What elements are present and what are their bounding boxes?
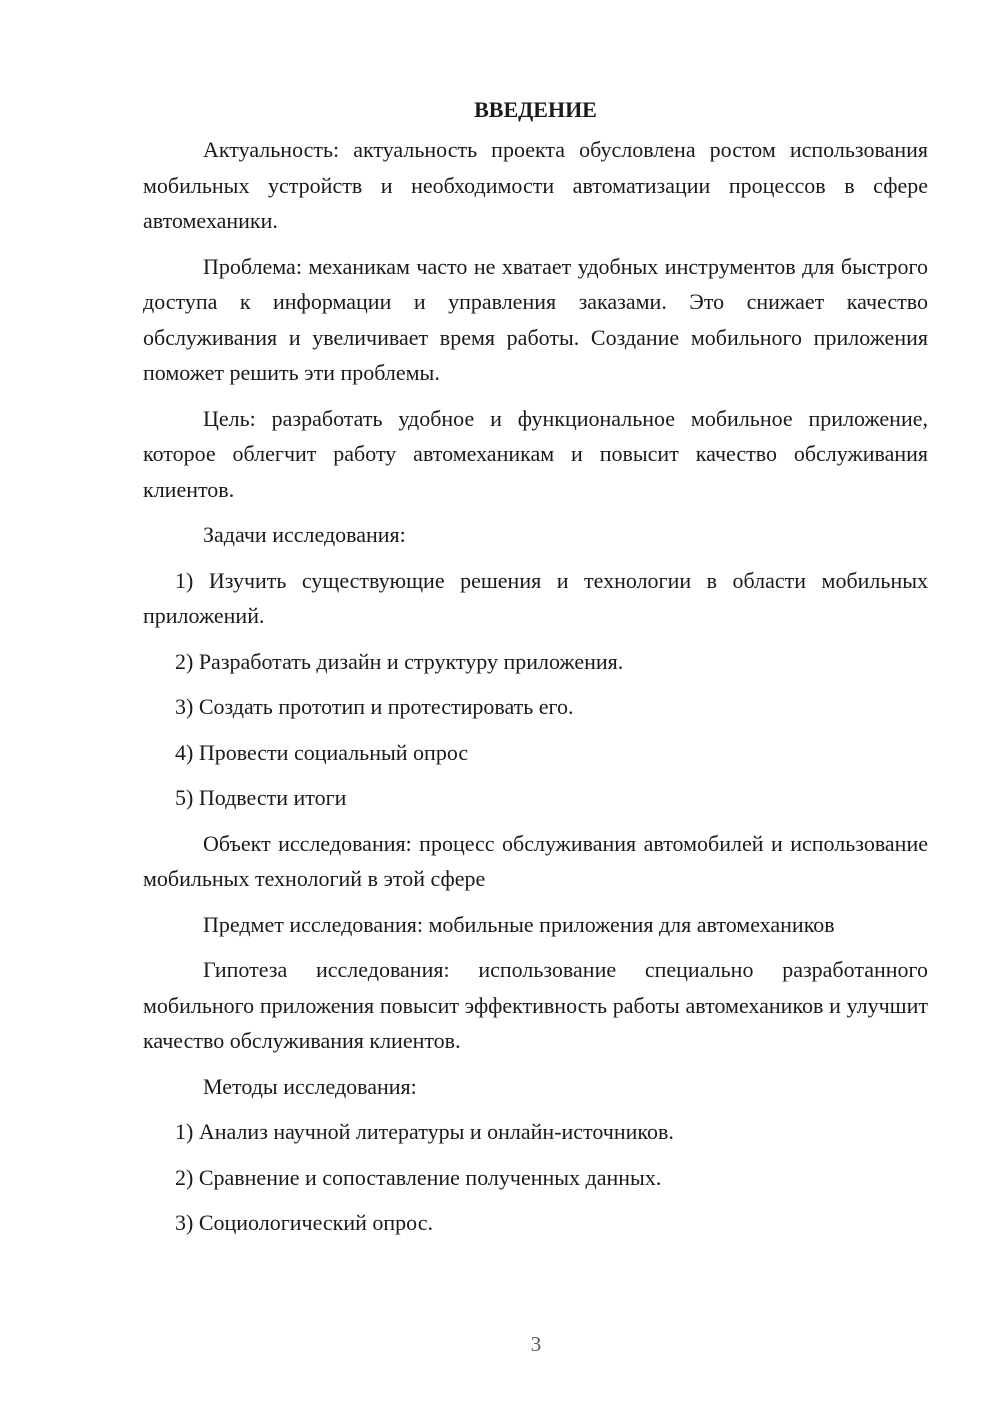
relevance-paragraph: Актуальность: актуальность проекта обусловлена ростом использования мобильных устройств и необходимости автоматизации процессов в сфере автомеханики. <box>143 137 928 233</box>
task-item: 4) Провести социальный опрос <box>175 739 469 765</box>
document-page <box>143 92 928 1251</box>
subject-paragraph: Предмет исследования: мобильные приложения для автомехаников <box>203 911 835 937</box>
page-title: ВВЕДЕНИЕ <box>474 97 597 122</box>
method-item: 3) Социологический опрос. <box>175 1210 433 1235</box>
hypothesis-paragraph: Гипотеза исследования: использование специально разработанного мобильного приложения повысит эффективность работы автомехаников и улучшит качество обслуживания клиентов. <box>143 957 928 1053</box>
problem-paragraph: Проблема: механикам часто не хватает удобных инструментов для быстрого доступа к информации и управления заказами. Это снижает качество обслуживания и увеличивает время работы. Создание мобильного приложения поможет решить эти проблемы. <box>143 253 928 385</box>
methods-heading: Методы исследования: <box>203 1073 417 1099</box>
task-item: 1) Изучить существующие решения и технологии в области мобильных приложений. <box>143 567 928 628</box>
task-item: 2) Разработать дизайн и структуру приложения. <box>175 648 624 674</box>
method-item: 1) Анализ научной литературы и онлайн-источников. <box>175 1119 674 1144</box>
tasks-heading: Задачи исследования: <box>203 522 406 547</box>
task-item: 5) Подвести итоги <box>175 785 347 810</box>
goal-paragraph: Цель: разработать удобное и функциональное мобильное приложение, которое облегчит работу автомеханикам и повысит качество обслуживания клиентов. <box>143 405 928 502</box>
page-number: 3 <box>530 1332 542 1356</box>
task-item: 3) Создать прототип и протестировать его. <box>175 694 574 719</box>
object-paragraph: Объект исследования: процесс обслуживания автомобилей и использование мобильных технологий в этой сфере <box>143 830 928 891</box>
method-item: 2) Сравнение и сопоставление полученных данных. <box>175 1164 662 1190</box>
